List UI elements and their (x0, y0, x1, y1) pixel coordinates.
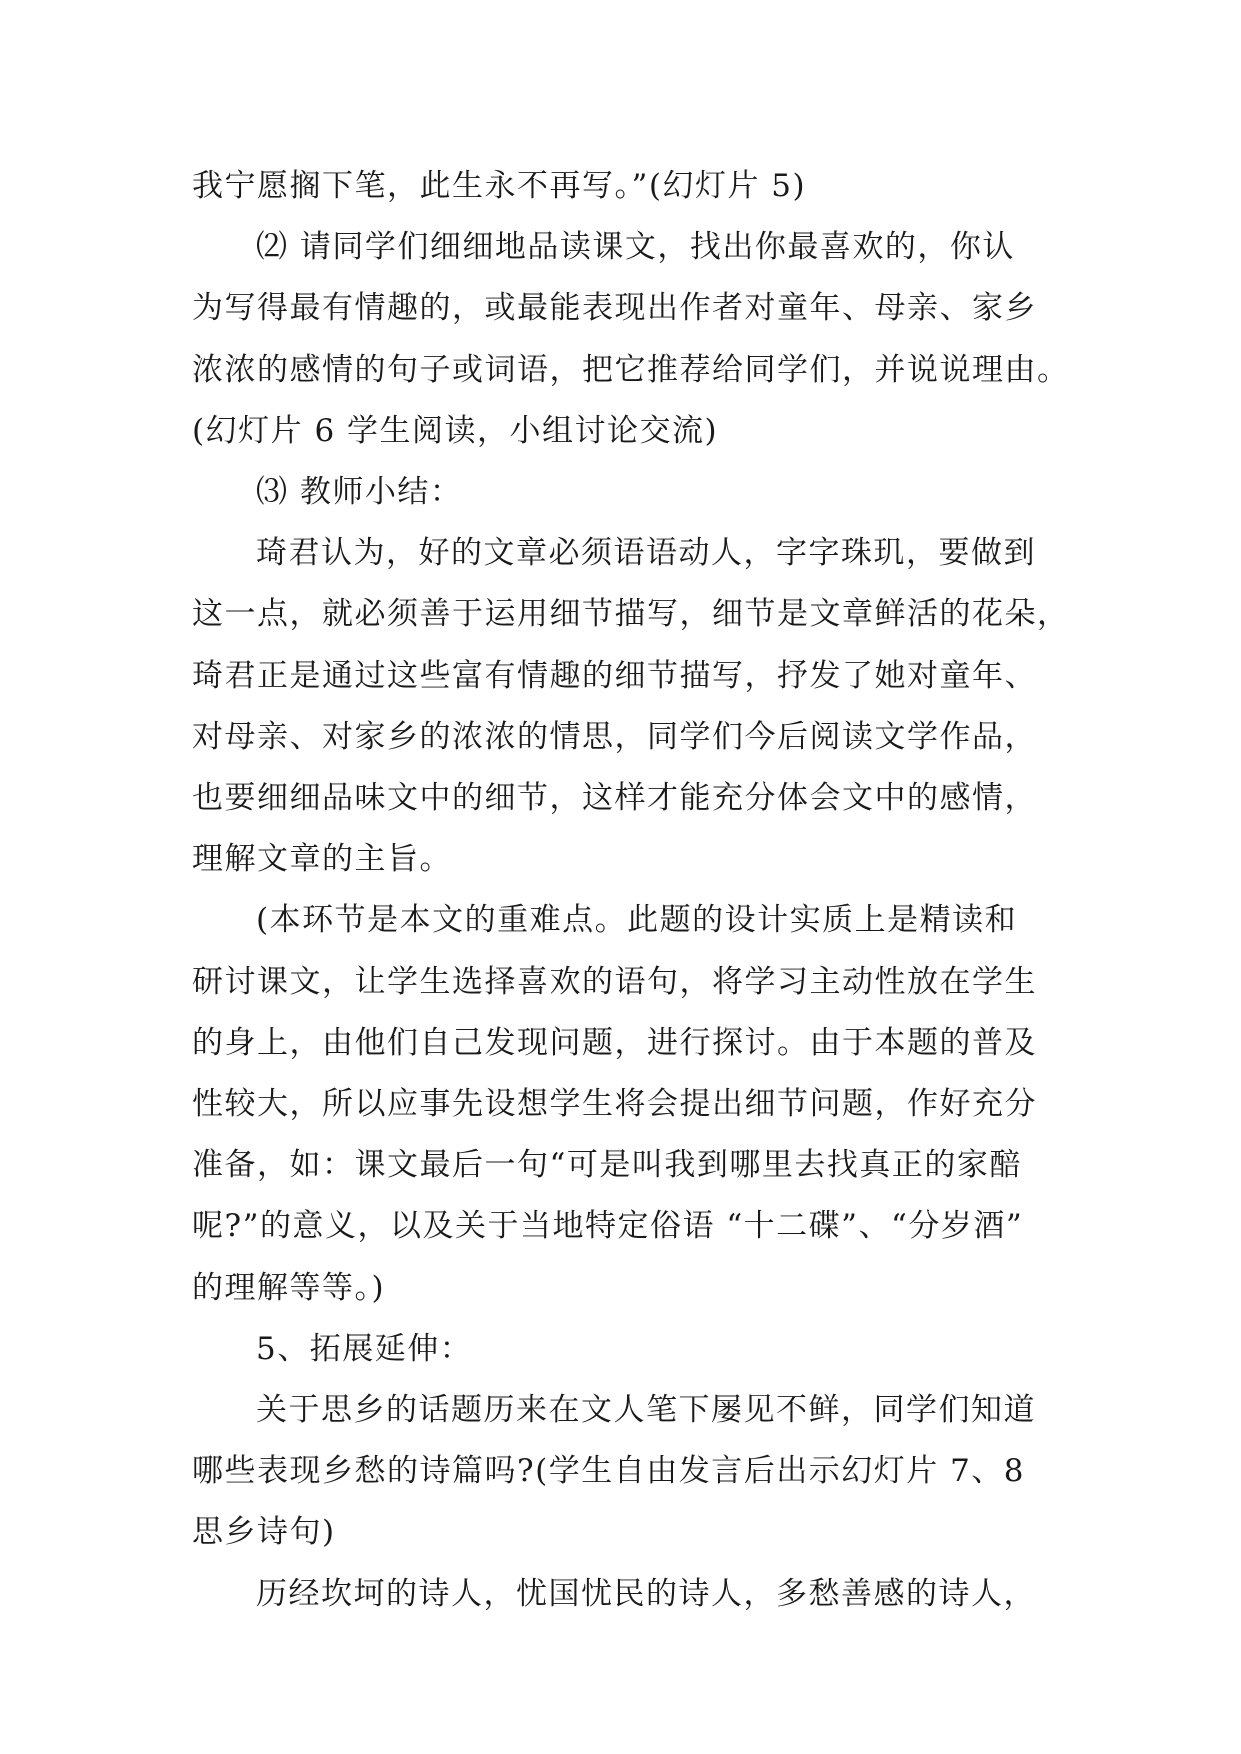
text-line: 准备，如：课文最后一句“可是叫我到哪里去找真正的家醅 (192, 1147, 1022, 1184)
text-line: ⑵ 请同学们细细地品读课文，找出你最喜欢的，你认 (256, 229, 1015, 266)
text-line: 我宁愿搁下笔，此生永不再写。”(幻灯片 5) (192, 168, 807, 204)
text-line: 琦君正是通过这些富有情趣的细节描写，抒发了她对童年、 (192, 657, 1037, 694)
document-body (192, 156, 1072, 1625)
text-line: 浓浓的感情的句子或词语，把它推荐给同学们，并说说理由。 (192, 351, 1070, 388)
text-line: 的身上，由他们自己发现问题，进行探讨。由于本题的普及 (192, 1024, 1037, 1061)
text-line: 性较大，所以应事先设想学生将会提出细节问题，作好充分 (192, 1086, 1037, 1123)
text-line: 思乡诗句) (192, 1514, 336, 1551)
text-line: 对母亲、对家乡的浓浓的情思，同学们今后阅读文学作品， (192, 718, 1037, 755)
text-line: (本环节是本文的重难点。此题的设计实质上是精读和 (256, 902, 1018, 939)
text-line: 关于思乡的话题历来在文人笔下屡见不鲜，同学们知道 (256, 1392, 1036, 1429)
text-line: (幻灯片 6 学生阅读，小组讨论交流) (192, 412, 719, 449)
text-line: 历经坎坷的诗人，忧国忧民的诗人，多愁善感的诗人， (256, 1575, 1036, 1612)
text-line: 为写得最有情趣的，或最能表现出作者对童年、母亲、家乡 (192, 290, 1037, 327)
text-line: 哪些表现乡愁的诗篇吗?(学生自由发言后出示幻灯片 7、8 (192, 1453, 1026, 1490)
text-line: 5、拓展延伸： (256, 1330, 473, 1367)
text-line: 研讨课文，让学生选择喜欢的语句，将学习主动性放在学生 (192, 963, 1037, 1000)
text-line: 呢?”的意义，以及关于当地特定俗语 “十二碟”、“分岁酒” (192, 1208, 1024, 1245)
text-line: 也要细细品味文中的细节，这样才能充分体会文中的感情， (192, 780, 1037, 817)
text-line: 琦君认为，好的文章必须语语动人，字字珠玑，要做到 (256, 535, 1036, 572)
text-line: 理解文章的主旨。 (192, 841, 452, 878)
text-line: 这一点，就必须善于运用细节描写，细节是文章鲜活的花朵， (192, 596, 1070, 633)
text-line: ⑶ 教师小结： (256, 474, 463, 511)
text-line: 的理解等等。) (192, 1269, 386, 1306)
